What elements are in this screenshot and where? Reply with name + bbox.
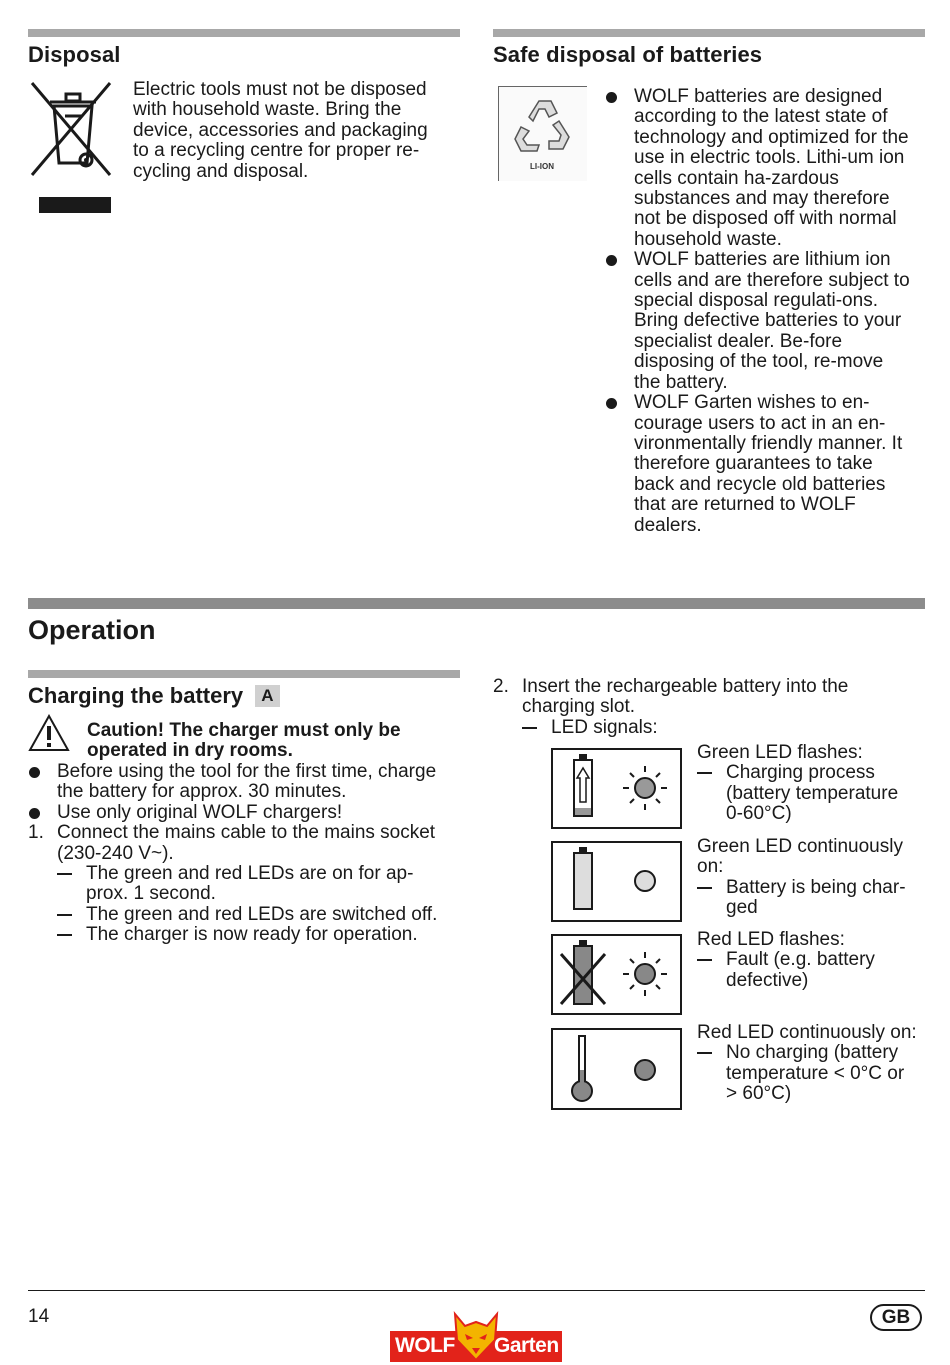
dash-icon xyxy=(697,887,712,889)
battery-defective-icon xyxy=(561,940,605,1004)
step-2-text: 2. Insert the rechargeable battery into the charging slot. xyxy=(493,676,849,718)
charging-title: Charging the battery xyxy=(28,683,244,708)
dash-icon xyxy=(697,959,712,961)
list-item: The green and red LEDs are on for ap-prox. 1 second. xyxy=(28,864,441,905)
list-item: WOLF Garten wishes to en-courage users to act in an en-vironmentally friendly manner. It therefore guarantees to take back and recycle old batteries that are returned to WOLF dealers. xyxy=(605,393,910,536)
operation-title: Operation xyxy=(28,615,156,645)
led-desc-red-flash: Red LED flashes: Fault (e.g. battery defective) xyxy=(697,929,875,991)
caution-text: Caution! The charger must only be operated in dry rooms. xyxy=(87,720,401,762)
charging-header-bar xyxy=(28,670,460,678)
battery-icon xyxy=(574,847,592,909)
warning-icon xyxy=(28,714,70,752)
disposal-title: Disposal xyxy=(28,42,121,67)
batteries-disposal-list xyxy=(605,87,910,536)
led-desc-green-flash: Green LED flashes: Charging process (battery temperature 0-60°C) xyxy=(697,742,899,825)
list-item: WOLF batteries are designed according to the latest state of technology and optimized for the use in electric tools. Lithi-um ion cells contain ha-zardous substances and may therefore not be disposed off with normal household waste. xyxy=(605,87,910,250)
language-badge xyxy=(870,1304,922,1331)
list-item: Before using the tool for the first time, charge the battery for approx. 30 minutes. xyxy=(28,762,460,803)
wolf-garten-logo xyxy=(390,1310,562,1362)
list-item: WOLF batteries are lithium ion cells and are therefore subject to special disposal regulati-ons. Bring defective batteries to your specialist dealer. Be-fore disposing of the tool, re-move the battery. xyxy=(605,250,910,393)
list-item: The green and red LEDs are switched off. xyxy=(28,905,460,925)
batteries-header-bar xyxy=(493,29,925,37)
charging-title-row xyxy=(28,683,280,709)
led-steady-icon xyxy=(635,1060,655,1080)
bullet-icon xyxy=(606,92,617,103)
disposal-header-bar xyxy=(28,29,460,37)
dash-icon xyxy=(522,727,537,729)
led-figure-red-flash xyxy=(551,934,682,1015)
thermometer-icon xyxy=(572,1036,592,1101)
list-item: The charger is now ready for operation. xyxy=(28,925,460,945)
led-desc-red-steady: Red LED continuously on: No charging (battery temperature < 0°C or > 60°C) xyxy=(697,1022,917,1105)
recycle-liion-icon xyxy=(498,86,587,181)
led-steady-icon xyxy=(635,871,655,891)
led-figure-green-steady xyxy=(551,841,682,922)
dash-icon xyxy=(697,1052,712,1054)
brand-right: Garten xyxy=(494,1334,559,1357)
operation-header-bar xyxy=(28,598,925,609)
step-2 xyxy=(493,677,913,738)
dash-icon xyxy=(57,914,72,916)
bullet-icon xyxy=(29,767,40,778)
step-1: 1. Connect the mains cable to the mains socket (230-240 V~). xyxy=(28,822,436,864)
dash-icon xyxy=(697,772,712,774)
figure-ref-badge: A xyxy=(255,685,279,707)
charging-instructions xyxy=(28,762,460,946)
dash-icon xyxy=(57,934,72,936)
bullet-icon xyxy=(29,808,40,819)
brand-left: WOLF xyxy=(395,1334,455,1357)
dash-icon xyxy=(57,873,72,875)
page-number: 14 xyxy=(28,1306,50,1327)
recycle-label: LI-ION xyxy=(530,162,554,171)
footer-rule xyxy=(28,1290,925,1291)
bullet-icon xyxy=(606,255,617,266)
crossed-bin-icon xyxy=(30,80,114,216)
led-figure-green-flash xyxy=(551,748,682,829)
batteries-disposal-title: Safe disposal of batteries xyxy=(493,42,763,67)
list-item: Use only original WOLF chargers! xyxy=(28,803,460,823)
led-desc-green-steady: Green LED continuously on: Battery is being char-ged xyxy=(697,836,906,919)
list-item: LED signals: xyxy=(493,718,913,738)
led-figure-red-steady xyxy=(551,1028,682,1110)
disposal-text: Electric tools must not be disposed with household waste. Bring the device, accessories and packaging to a recycling centre for proper re-cycling and disposal. xyxy=(133,79,428,182)
battery-charging-icon xyxy=(574,754,592,816)
language-code: GB xyxy=(881,1307,911,1328)
bullet-icon xyxy=(606,398,617,409)
